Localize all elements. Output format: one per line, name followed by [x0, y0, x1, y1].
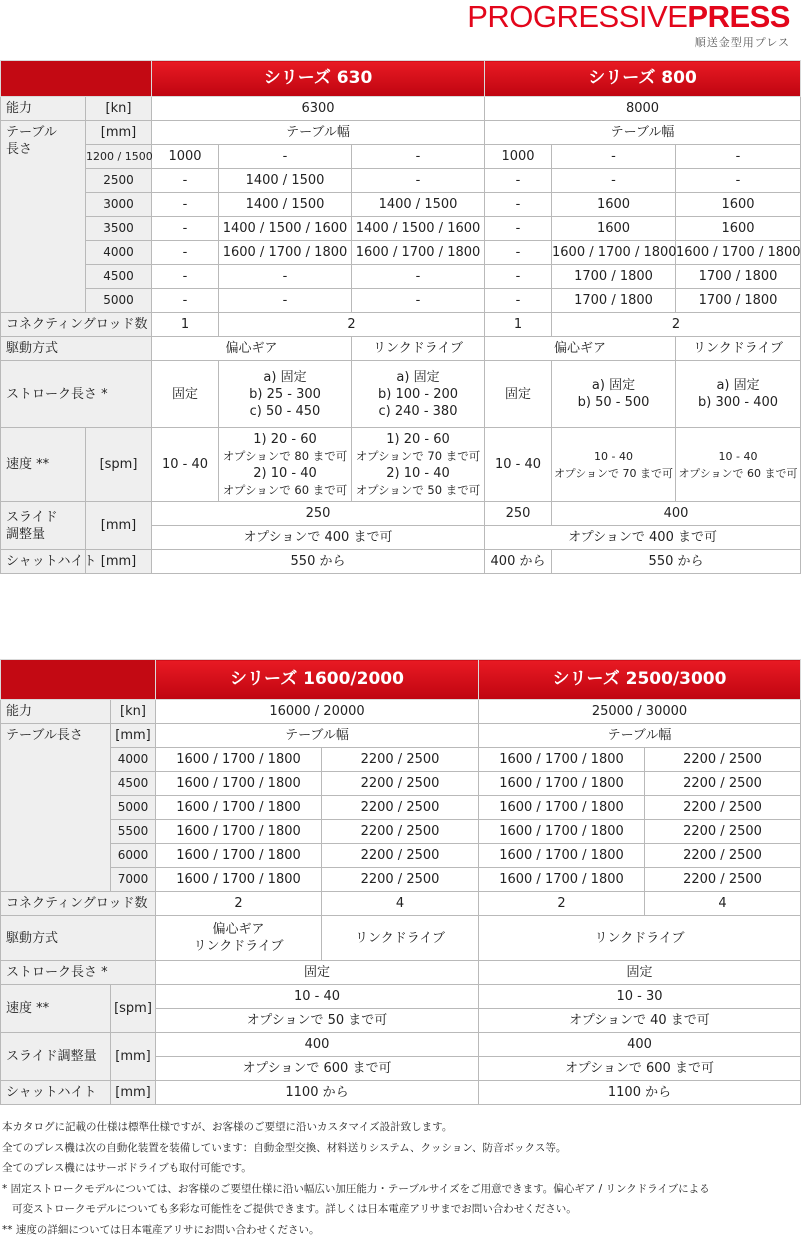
brand-subtitle: 順送金型用プレス: [467, 34, 790, 50]
cell: 1700 / 1800: [552, 289, 676, 313]
cell: -: [152, 265, 219, 289]
cell: 1700 / 1800: [552, 265, 676, 289]
stroke-label: ストローク長さ *: [1, 961, 156, 985]
cell: 1600 / 1700 / 1800: [352, 241, 485, 265]
series-1600-2000-header: シリーズ 1600/2000: [156, 660, 479, 700]
cell: 1400 / 1500: [352, 193, 485, 217]
slide-unit: [mm]: [86, 502, 152, 550]
capacity-unit: [kn]: [86, 97, 152, 121]
cell: -: [485, 169, 552, 193]
connecting-rod-row: [1, 892, 801, 916]
table-length-value: 4500: [111, 772, 156, 796]
cell: テーブル幅: [479, 724, 801, 748]
drive-label: 駆動方式: [1, 916, 156, 961]
capacity-unit: [kn]: [111, 700, 156, 724]
cell: 2200 / 2500: [645, 748, 801, 772]
cell: 2: [552, 313, 801, 337]
cell: 1600 / 1700 / 1800: [552, 241, 676, 265]
table-length-label: テーブル長さ: [1, 724, 111, 892]
series-header-row: [1, 660, 801, 700]
cell: -: [219, 145, 352, 169]
table-row: [1, 265, 801, 289]
cell: 10 - 40 オプションで 60 まで可: [676, 428, 801, 502]
cell: 2200 / 2500: [322, 772, 479, 796]
cell: 1600: [676, 217, 801, 241]
cell: 2200 / 2500: [645, 868, 801, 892]
table-row: [1, 820, 801, 844]
cell: 2: [479, 892, 645, 916]
series-800-header: シリーズ 800: [485, 61, 801, 97]
table-width-630: テーブル幅: [152, 121, 485, 145]
capacity-label: 能力: [1, 97, 86, 121]
table-length-unit: [mm]: [111, 724, 156, 748]
cell: 16000 / 20000: [156, 700, 479, 724]
cell: 10 - 40 オプションで 70 まで可: [552, 428, 676, 502]
cell: テーブル幅: [156, 724, 479, 748]
table-length-value: 1200 / 1500: [86, 145, 152, 169]
footnote: 本カタログに記載の仕様は標準仕様ですが、お客様のご要望に沿いカスタマイズ設計致します。: [2, 1117, 710, 1138]
cell: 2200 / 2500: [322, 796, 479, 820]
cell: 1700 / 1800: [676, 289, 801, 313]
cell: 10 - 40: [152, 428, 219, 502]
cell: 2200 / 2500: [322, 820, 479, 844]
cell: 2200 / 2500: [645, 796, 801, 820]
shut-height-row: [1, 550, 801, 574]
capacity-label: 能力: [1, 700, 111, 724]
cell: -: [152, 241, 219, 265]
cell: オプションで 50 まで可: [156, 1009, 479, 1033]
connecting-rod-row: [1, 313, 801, 337]
slide-label: スライド調整量: [1, 1033, 111, 1081]
cell: オプションで 40 まで可: [479, 1009, 801, 1033]
cell: 400: [552, 502, 801, 526]
cell: 2: [156, 892, 322, 916]
cell: 2200 / 2500: [645, 844, 801, 868]
table-length-value: 5000: [111, 796, 156, 820]
cell: -: [485, 193, 552, 217]
table-length-value: 6000: [111, 844, 156, 868]
table-row: [1, 772, 801, 796]
cell: オプションで 600 まで可: [479, 1057, 801, 1081]
cell: 1000: [485, 145, 552, 169]
cell: -: [152, 169, 219, 193]
cell: a) 固定 b) 100 - 200 c) 240 - 380: [352, 361, 485, 428]
slide-unit: [mm]: [111, 1033, 156, 1081]
cell: 1600 / 1700 / 1800: [479, 820, 645, 844]
cell: 1600: [552, 217, 676, 241]
cell: 1700 / 1800: [676, 265, 801, 289]
cell: 1600: [676, 193, 801, 217]
cell: -: [152, 217, 219, 241]
cell: 1600: [552, 193, 676, 217]
cell: 1600 / 1700 / 1800: [479, 796, 645, 820]
cell: -: [352, 169, 485, 193]
cell: リンクドライブ: [676, 337, 801, 361]
cell: 1400 / 1500 / 1600: [352, 217, 485, 241]
stroke-row: [1, 961, 801, 985]
cell: 2200 / 2500: [322, 844, 479, 868]
table-length-value: 4500: [86, 265, 152, 289]
cell: 400: [479, 1033, 801, 1057]
cell: 1600 / 1700 / 1800: [156, 772, 322, 796]
footnote: 可変ストロークモデルについても多彩な可能性をご提供できます。詳しくは日本電産アリサまでお問い合わせください。: [2, 1199, 710, 1220]
cell: a) 固定 b) 50 - 500: [552, 361, 676, 428]
cell: 2200 / 2500: [322, 868, 479, 892]
cell: 2: [219, 313, 485, 337]
cell: 1400 / 1500: [219, 193, 352, 217]
cell: 1100 から: [479, 1081, 801, 1105]
cell: 1600 / 1700 / 1800: [479, 844, 645, 868]
table-row: [1, 193, 801, 217]
cell: 1600 / 1700 / 1800: [479, 748, 645, 772]
cell: -: [552, 145, 676, 169]
cell: 1400 / 1500: [219, 169, 352, 193]
series-header-row: [1, 61, 801, 97]
cell: -: [676, 145, 801, 169]
cell: オプションで 400 まで可: [152, 526, 485, 550]
cell: -: [485, 217, 552, 241]
cell: 1600 / 1700 / 1800: [156, 748, 322, 772]
cell: -: [219, 289, 352, 313]
cell: リンクドライブ: [479, 916, 801, 961]
cell: 1600 / 1700 / 1800: [219, 241, 352, 265]
cell: オプションで 600 まで可: [156, 1057, 479, 1081]
slide-row: [1, 502, 801, 526]
cell: -: [352, 145, 485, 169]
stroke-label: ストローク長さ *: [1, 361, 152, 428]
cell: 偏心ギア: [485, 337, 676, 361]
table-length-value: 5500: [111, 820, 156, 844]
table-length-value: 7000: [111, 868, 156, 892]
drive-label: 駆動方式: [1, 337, 152, 361]
cell: 1600 / 1700 / 1800: [156, 796, 322, 820]
shut-height-row: [1, 1081, 801, 1105]
connecting-rod-label: コネクティングロッド数: [1, 313, 152, 337]
cell: 10 - 40: [485, 428, 552, 502]
table-width-header-row: [1, 121, 801, 145]
table-row: [1, 844, 801, 868]
table-row: [1, 868, 801, 892]
speed-label: 速度 **: [1, 428, 86, 502]
cell: 1600 / 1700 / 1800: [156, 844, 322, 868]
brand-header: [467, 0, 790, 50]
table-row: [1, 217, 801, 241]
shut-height-unit: [mm]: [111, 1081, 156, 1105]
cell: -: [152, 289, 219, 313]
shut-height-label: シャットハイト: [1, 1081, 111, 1105]
cell: 2200 / 2500: [322, 748, 479, 772]
table-length-value: 2500: [86, 169, 152, 193]
cell: -: [485, 289, 552, 313]
cell: 固定: [479, 961, 801, 985]
speed-unit: [spm]: [111, 985, 156, 1033]
cell: 10 - 30: [479, 985, 801, 1009]
table-length-value: 4000: [86, 241, 152, 265]
slide-label: スライド 調整量: [1, 502, 86, 550]
cell: リンクドライブ: [322, 916, 479, 961]
cell: 10 - 40: [156, 985, 479, 1009]
table-row: [1, 145, 801, 169]
capacity-row: [1, 97, 801, 121]
brand-logo: PROGRESSIVEPRESS: [467, 0, 790, 34]
cell: 1600 / 1700 / 1800: [156, 868, 322, 892]
footnotes: [2, 1117, 710, 1240]
table-length-label: テーブル 長さ: [1, 121, 86, 313]
table-row: [1, 796, 801, 820]
cell: -: [352, 289, 485, 313]
cell: 1000: [152, 145, 219, 169]
cell: -: [352, 265, 485, 289]
table-length-value: 3500: [86, 217, 152, 241]
speed-label: 速度 **: [1, 985, 111, 1033]
cell: 固定: [156, 961, 479, 985]
capacity-row: [1, 700, 801, 724]
speed-row: [1, 428, 801, 502]
cell: 1600 / 1700 / 1800: [156, 820, 322, 844]
table-row: [1, 289, 801, 313]
cell: 400 から: [485, 550, 552, 574]
cell: 2200 / 2500: [645, 772, 801, 796]
cell: -: [152, 193, 219, 217]
spec-table-1600-3000: [0, 659, 801, 1105]
footnote: * 固定ストロークモデルについては、お客様のご要望仕様に沿い幅広い加圧能力・テーブルサイズをご用意できます。偏心ギア / リンクドライブによる: [2, 1179, 710, 1200]
cell: 固定: [152, 361, 219, 428]
cell: -: [485, 241, 552, 265]
series-630-header: シリーズ 630: [152, 61, 485, 97]
cell: -: [676, 169, 801, 193]
table-length-value: 4000: [111, 748, 156, 772]
cell: 1600 / 1700 / 1800: [676, 241, 801, 265]
table-width-800: テーブル幅: [485, 121, 801, 145]
table-length-value: 3000: [86, 193, 152, 217]
cell: リンクドライブ: [352, 337, 485, 361]
cell: -: [485, 265, 552, 289]
cell: 250: [485, 502, 552, 526]
cell: 4: [322, 892, 479, 916]
table-length-value: 5000: [86, 289, 152, 313]
table-row: [1, 241, 801, 265]
cell: 1: [485, 313, 552, 337]
cell: 400: [156, 1033, 479, 1057]
connecting-rod-label: コネクティングロッド数: [1, 892, 156, 916]
table-width-header-row: [1, 724, 801, 748]
drive-row: [1, 337, 801, 361]
footnote: ** 速度の詳細については日本電産アリサにお問い合わせください。: [2, 1220, 710, 1240]
cell: 1100 から: [156, 1081, 479, 1105]
footnote: 全てのプレス機にはサーボドライブも取付可能です。: [2, 1158, 710, 1179]
slide-row: [1, 1033, 801, 1057]
spec-table-630-800: [0, 60, 801, 574]
cell: 2200 / 2500: [645, 820, 801, 844]
cell: 1600 / 1700 / 1800: [479, 868, 645, 892]
cell: 550 から: [552, 550, 801, 574]
table-row: [1, 169, 801, 193]
speed-row: [1, 985, 801, 1009]
cell: -: [219, 265, 352, 289]
footnote: 全てのプレス機は次の自動化装置を装備しています：自動金型交換、材料送りシステム、クッション、防音ボックス等。: [2, 1138, 710, 1159]
cell: 550 から: [152, 550, 485, 574]
cell: 偏心ギア: [152, 337, 352, 361]
cell: a) 固定 b) 25 - 300 c) 50 - 450: [219, 361, 352, 428]
table-length-unit: [mm]: [86, 121, 152, 145]
capacity-630: 6300: [152, 97, 485, 121]
cell: 偏心ギア リンクドライブ: [156, 916, 322, 961]
cell: オプションで 400 まで可: [485, 526, 801, 550]
stroke-row: [1, 361, 801, 428]
cell: 1) 20 - 60 オプションで 70 まで可 2) 10 - 40 オプションで 50 まで可: [352, 428, 485, 502]
capacity-800: 8000: [485, 97, 801, 121]
cell: 4: [645, 892, 801, 916]
table-row: [1, 748, 801, 772]
cell: 固定: [485, 361, 552, 428]
cell: -: [552, 169, 676, 193]
speed-unit: [spm]: [86, 428, 152, 502]
cell: 1) 20 - 60 オプションで 80 まで可 2) 10 - 40 オプションで 60 まで可: [219, 428, 352, 502]
shut-height-label: シャットハイト: [1, 550, 86, 574]
cell: 1: [152, 313, 219, 337]
cell: 1400 / 1500 / 1600: [219, 217, 352, 241]
cell: a) 固定 b) 300 - 400: [676, 361, 801, 428]
cell: 1600 / 1700 / 1800: [479, 772, 645, 796]
series-2500-3000-header: シリーズ 2500/3000: [479, 660, 801, 700]
drive-row: [1, 916, 801, 961]
shut-height-unit: [mm]: [86, 550, 152, 574]
cell: 25000 / 30000: [479, 700, 801, 724]
cell: 250: [152, 502, 485, 526]
